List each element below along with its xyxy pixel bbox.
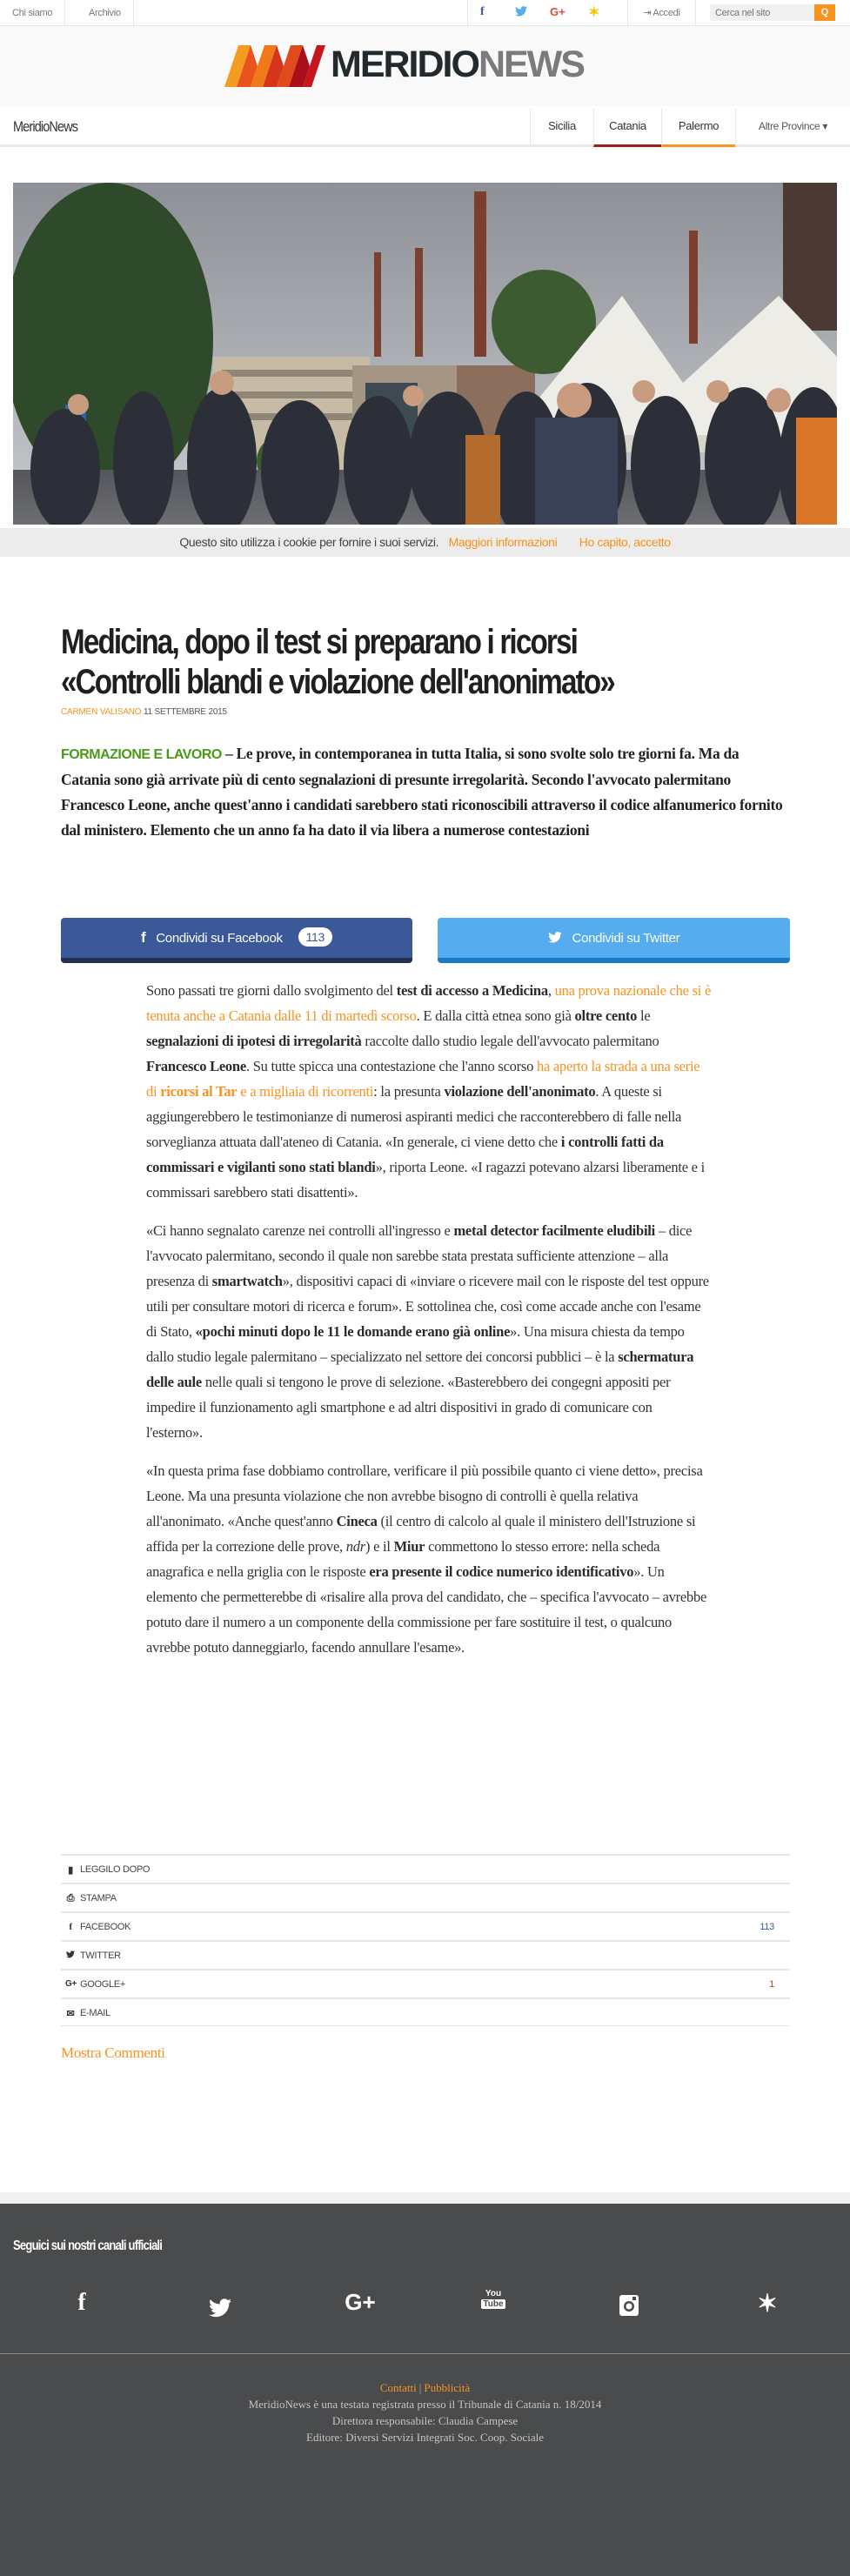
bold-text: Miur — [393, 1538, 425, 1555]
tool-read-later[interactable]: ▮ LEGGILO DOPO — [61, 1854, 790, 1883]
bold-text: Cineca — [336, 1513, 378, 1529]
hero-image — [13, 183, 837, 525]
inline-link[interactable]: una prova nazionale che si è tenuta anche a Catania dalle 11 di martedì scorso — [146, 982, 712, 1024]
article-tools — [61, 1854, 790, 2026]
google-plus-icon[interactable]: G+ — [550, 5, 566, 18]
cookie-more-info-link[interactable]: Maggiori informazioni — [448, 535, 558, 549]
facebook-icon[interactable]: f — [480, 5, 485, 18]
google-plus-share-count: 1 — [769, 1979, 774, 1990]
tool-email[interactable]: ✉ E-MAIL — [61, 1997, 790, 2026]
tool-google-plus[interactable]: G+ GOOGLE+ 1 — [61, 1969, 790, 1997]
bold-text: segnalazioni di ipotesi di irregolarità — [146, 1033, 362, 1049]
article-body — [146, 978, 712, 1673]
article-paragraph: «In questa prima fase dobbiamo controllare, verificare il più possibile quanto ci viene detto», precisa Leone. Ma una presunta violazione che non avrebbe bisogno di controlli è quella relativa all'anonimato. «Anche quest'anno Cineca (il centro di calcolo al quale il ministero dell'Istruzione si affida per la correzione delle prove, ndr) e il Miur commettono lo stesso errore: nella scheda anagrafica e nella griglia con le risposte era presente il codice numerico identificativo». Un elemento che permetterebbe di «risalire alla prova del candidato, che – specifica l'avvocato – avrebbe potuto dare il numero a un componente della commissione per fare sostituire il test, o qualcuno avrebbe potuto danneggiarlo, facendo annullare l'esame». — [146, 1462, 707, 1656]
nav-brand[interactable]: MeridioNews — [13, 118, 78, 135]
tool-facebook[interactable]: f FACEBOOK 113 — [61, 1911, 790, 1940]
search-button[interactable] — [814, 4, 835, 21]
site-logo[interactable] — [224, 45, 626, 87]
login-label: Accedi — [653, 8, 680, 18]
footer-link-contatti[interactable]: Contatti — [379, 2381, 417, 2394]
footer-instagram-icon[interactable] — [612, 2294, 646, 2323]
footer-registration: MeridioNews è una testata registrata presso il Tribunale di Catania n. 18/2014 — [248, 2398, 602, 2411]
facebook-share-count: 113 — [760, 1922, 774, 1932]
bold-text: metal detector facilmente eludibili — [453, 1222, 655, 1239]
footer-links: Contatti | Pubblicità — [379, 2381, 471, 2394]
article-lead: FORMAZIONE E LAVORO – Le prove, in contemporanea in tutta Italia, si sono svolte solo tre giorni fa. Ma da Catania sono già arrivate più di cento segnalazioni di presunte irregolarità. Secondo l'avvocato palermitano Francesco Leone, anche quest'anno i candidati sarebbero stati riconoscibili attraverso il codice alfanumerico fornito dal ministero. Elemento che un anno fa ha dato il via libera a numerose contestazioni — [61, 745, 783, 839]
inline-link[interactable]: ha aperto la strada a una serie di — [146, 1058, 700, 1100]
login-icon: ⇥ — [643, 8, 652, 18]
star-icon[interactable]: ✶ — [588, 5, 600, 20]
logo-wordmark: MERIDIONEWS — [331, 43, 584, 85]
bold-text: schermatura delle aule — [146, 1348, 694, 1390]
italic-text: ndr — [345, 1538, 365, 1555]
google-plus-icon: G+ — [65, 1979, 77, 1989]
footer-gap — [0, 2192, 850, 2204]
footer-info — [0, 2379, 850, 2446]
bookmark-icon: ▮ — [68, 1865, 73, 1876]
top-bar — [0, 0, 850, 26]
category-link[interactable]: FORMAZIONE E LAVORO — [61, 747, 222, 762]
article-paragraph: «Ci hanno segnalato carenze nei controlli all'ingresso e metal detector facilmente eludibili – dice l'avvocato palermitano, secondo il quale non sarebbe stata prestata sufficiente attenzione – alla presenza di smartwatch», dispositivi capaci di «inviare o ricevere mail con le risposte del test oppure utili per consultare motori di ricerca e forum». E sottolinea che, così come accade anche con l'esame di Stato, «pochi minuti dopo le 11 le domande erano già online». Una misura chiesta da tempo dallo studio legale palermitano – specializzato nel settore dei concorsi pubblici – è la schermatura delle aule nelle quali si tengono le prove di selezione. «Basterebbero dei congegni appositi per impedire il funzionamento agli smartphone e ad altri dispositivi in grado di comunicare con l'esterno». — [146, 1222, 709, 1441]
bold-text: smartwatch — [211, 1273, 283, 1289]
cookie-text: Questo sito utilizza i cookie per fornire i suoi servizi. — [179, 535, 439, 549]
logo-header — [0, 26, 850, 106]
tool-twitter[interactable]: TWITTER — [61, 1940, 790, 1969]
link-archivio[interactable]: Archivio — [77, 0, 134, 26]
nav-item-palermo[interactable]: Palermo — [661, 109, 735, 147]
nav-item-sicilia[interactable]: Sicilia — [530, 109, 593, 147]
footer-facebook-icon[interactable]: f — [77, 2289, 86, 2316]
article-title: Medicina, dopo il test si preparano i ricorsi «Controlli blandi e violazione dell'anonimato» — [61, 623, 614, 701]
logo-mark-icon — [224, 45, 325, 87]
share-twitter-label: Condividi su Twitter — [572, 931, 680, 946]
bold-text: violazione dell'anonimato — [444, 1083, 596, 1100]
twitter-icon — [548, 929, 562, 946]
bold-text: Francesco Leone — [146, 1058, 246, 1074]
twitter-icon — [65, 1950, 76, 1961]
footer-publisher: Editore: Diversi Servizi Integrati Soc. Coop. Sociale — [306, 2431, 544, 2444]
facebook-icon: f — [141, 929, 146, 946]
footer-google-plus-icon[interactable]: G+ — [345, 2289, 376, 2315]
footer-divider — [0, 2353, 850, 2354]
nav-item-catania[interactable]: Catania — [593, 109, 661, 147]
cookie-banner — [0, 528, 850, 557]
twitter-icon[interactable] — [515, 5, 527, 19]
tool-print[interactable]: ⎙ STAMPA — [61, 1883, 790, 1911]
search-icon: Q — [820, 7, 829, 17]
inline-link[interactable]: ricorsi al Tar — [160, 1083, 238, 1100]
social-links — [467, 0, 628, 26]
footer-star-icon[interactable]: ✶ — [757, 2290, 778, 2317]
nav-item-altre-province[interactable]: Altre Province ▾ — [735, 109, 850, 147]
footer-link-pubblicita[interactable]: Pubblicità — [424, 2381, 471, 2394]
article-paragraph: Sono passati tre giorni dallo svolgimento del test di accesso a Medicina, una prova nazionale che si è tenuta anche a Catania dalle 11 di martedì scorso. E dalla città etnea sono già oltre cento le segnalazioni di ipotesi di irregolarità raccolte dallo studio legale dell'avvocato palermitano Francesco Leone. Su tutte spicca una contestazione che l'anno scorso ha aperto la strada a una serie di ricorsi al Tar e a migliaia di ricorrenti: la presunta violazione dell'anonimato. A queste si aggiungerebbero le testimonianze di numerosi aspiranti medici che racconterebbero di falle nella sorveglianza attuata dall'ateneo di Catania. «In generale, ci viene detto che i controlli fatti da commissari e vigilanti sono stati blandi», riporta Leone. «I ragazzi potevano alzarsi liberamente e i commissari sarebbero stati disattenti». — [146, 982, 712, 1201]
bold-text: era presente il codice numerico identificativo — [369, 1563, 634, 1580]
byline — [61, 707, 790, 717]
footer-youtube-icon[interactable]: You Tube — [483, 2289, 504, 2309]
footer-director: Direttora responsabile: Claudia Campese — [331, 2414, 519, 2427]
bold-text: test di accesso a Medicina — [396, 982, 548, 999]
login-button[interactable] — [628, 0, 696, 26]
footer-twitter-icon[interactable] — [203, 2296, 238, 2324]
share-twitter-button[interactable] — [438, 918, 790, 963]
share-facebook-label: Condividi su Facebook — [156, 931, 283, 946]
facebook-icon: f — [69, 1922, 72, 1932]
print-icon: ⎙ — [66, 1893, 75, 1904]
show-comments-link[interactable]: Mostra Commenti — [61, 2044, 165, 2061]
cookie-accept-link[interactable]: Ho capito, accetto — [579, 535, 671, 549]
email-icon: ✉ — [66, 2009, 75, 2019]
footer — [0, 2204, 850, 2576]
footer-follow-title: Seguici sui nostri canali ufficiali — [13, 2238, 163, 2253]
publish-date: 11 SETTEMBRE 2015 — [144, 707, 227, 717]
inline-link[interactable]: e a migliaia di ricorrenti — [237, 1083, 374, 1100]
link-chi-siamo[interactable]: Chi siamo — [0, 0, 65, 26]
bold-text: i controlli fatti da commissari e vigilanti sono stati blandi — [146, 1134, 664, 1175]
article-header — [61, 622, 790, 843]
share-facebook-count: 113 — [298, 927, 332, 947]
bold-text: oltre cento — [574, 1007, 638, 1024]
share-facebook-button[interactable] — [61, 918, 412, 963]
author-link[interactable]: CARMEN VALISANO — [61, 707, 142, 717]
main-nav — [0, 106, 850, 147]
bold-text: «pochi minuti dopo le 11 le domande erano già online — [195, 1323, 511, 1340]
